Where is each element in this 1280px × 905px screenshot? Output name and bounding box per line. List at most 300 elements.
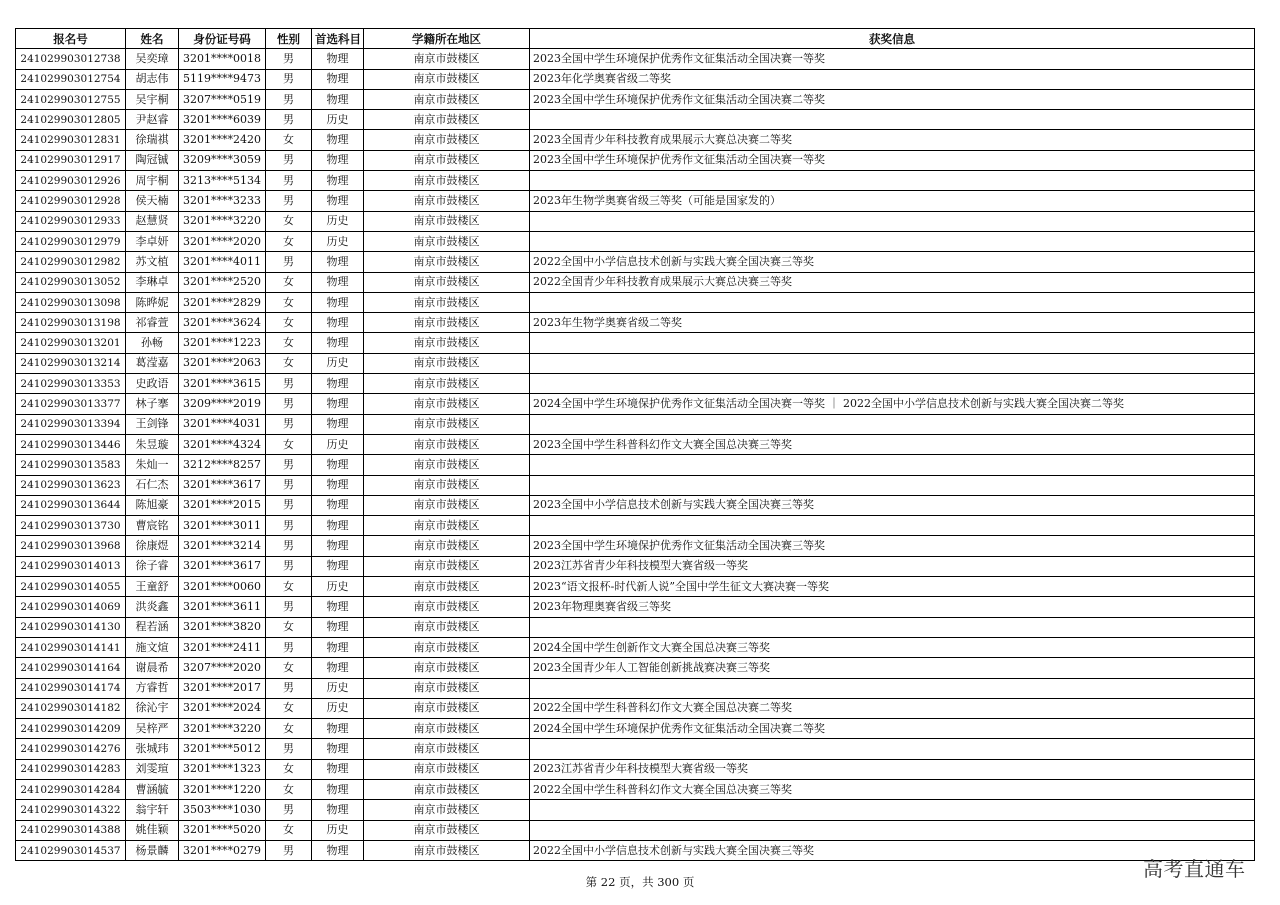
table-row	[16, 150, 1255, 170]
cell-primary-subject: 物理	[312, 191, 364, 211]
cell-id-number: 3201****4031	[179, 414, 266, 434]
cell-name: 孙畅	[126, 333, 179, 353]
cell-registration-number: 241029903012917	[16, 150, 126, 170]
watermark-text: 高考直通车	[1143, 857, 1246, 881]
cell-name: 石仁杰	[126, 475, 179, 495]
cell-award-info	[530, 211, 1255, 231]
cell-registration-number: 241029903013446	[16, 434, 126, 454]
cell-name: 徐沁宇	[126, 698, 179, 718]
cell-registration-number: 241029903012738	[16, 49, 126, 69]
cell-id-number: 3207****2020	[179, 658, 266, 678]
cell-gender: 男	[266, 475, 312, 495]
cell-primary-subject: 物理	[312, 475, 364, 495]
cell-primary-subject: 物理	[312, 414, 364, 434]
cell-gender: 女	[266, 272, 312, 292]
cell-registration-number: 241029903013623	[16, 475, 126, 495]
header-name: 姓名	[126, 29, 179, 49]
cell-school-region: 南京市鼓楼区	[364, 69, 530, 89]
cell-gender: 男	[266, 516, 312, 536]
cell-award-info	[530, 292, 1255, 312]
table-row	[16, 211, 1255, 231]
cell-registration-number: 241029903012831	[16, 130, 126, 150]
table-row	[16, 840, 1255, 860]
table-row	[16, 191, 1255, 211]
cell-name: 胡志伟	[126, 69, 179, 89]
table-row	[16, 313, 1255, 333]
cell-primary-subject: 物理	[312, 252, 364, 272]
cell-school-region: 南京市鼓楼区	[364, 171, 530, 191]
cell-gender: 女	[266, 617, 312, 637]
cell-primary-subject: 物理	[312, 759, 364, 779]
cell-name: 杨景麟	[126, 840, 179, 860]
cell-primary-subject: 物理	[312, 719, 364, 739]
cell-id-number: 3201****5012	[179, 739, 266, 759]
cell-school-region: 南京市鼓楼区	[364, 475, 530, 495]
cell-primary-subject: 物理	[312, 516, 364, 536]
table-row	[16, 637, 1255, 657]
cell-school-region: 南京市鼓楼区	[364, 840, 530, 860]
cell-registration-number: 241029903013377	[16, 394, 126, 414]
cell-primary-subject: 物理	[312, 617, 364, 637]
cell-gender: 男	[266, 89, 312, 109]
cell-award-info: 2022全国中学生科普科幻作文大赛全国总决赛二等奖	[530, 698, 1255, 718]
cell-primary-subject: 历史	[312, 110, 364, 130]
cell-school-region: 南京市鼓楼区	[364, 820, 530, 840]
cell-id-number: 3209****3059	[179, 150, 266, 170]
cell-registration-number: 241029903014209	[16, 719, 126, 739]
cell-id-number: 3201****2420	[179, 130, 266, 150]
cell-registration-number: 241029903014388	[16, 820, 126, 840]
header-registration-number: 报名号	[16, 29, 126, 49]
header-school-region: 学籍所在地区	[364, 29, 530, 49]
cell-name: 侯天楠	[126, 191, 179, 211]
cell-name: 王童舒	[126, 577, 179, 597]
cell-id-number: 3201****3011	[179, 516, 266, 536]
cell-gender: 男	[266, 49, 312, 69]
cell-award-info: 2023全国青少年人工智能创新挑战赛决赛三等奖	[530, 658, 1255, 678]
cell-school-region: 南京市鼓楼区	[364, 495, 530, 515]
cell-registration-number: 241029903013968	[16, 536, 126, 556]
cell-id-number: 3201****0018	[179, 49, 266, 69]
cell-primary-subject: 物理	[312, 292, 364, 312]
cell-registration-number: 241029903012755	[16, 89, 126, 109]
cell-award-info: 2023全国中小学信息技术创新与实践大赛全国决赛三等奖	[530, 495, 1255, 515]
table-row	[16, 495, 1255, 515]
cell-registration-number: 241029903014013	[16, 556, 126, 576]
cell-award-info: 2024全国中学生环境保护优秀作文征集活动全国决赛二等奖	[530, 719, 1255, 739]
cell-primary-subject: 历史	[312, 698, 364, 718]
cell-award-info	[530, 455, 1255, 475]
cell-id-number: 3201****2017	[179, 678, 266, 698]
cell-school-region: 南京市鼓楼区	[364, 231, 530, 251]
cell-primary-subject: 历史	[312, 231, 364, 251]
award-list-table	[15, 28, 1255, 861]
cell-id-number: 3201****3220	[179, 211, 266, 231]
cell-id-number: 3201****2063	[179, 353, 266, 373]
cell-award-info: 2023年化学奥赛省级二等奖	[530, 69, 1255, 89]
table-row	[16, 455, 1255, 475]
cell-gender: 男	[266, 252, 312, 272]
cell-award-info	[530, 739, 1255, 759]
cell-award-info: 2023年生物学奥赛省级三等奖（可能是国家发的）	[530, 191, 1255, 211]
table-row	[16, 333, 1255, 353]
cell-gender: 女	[266, 759, 312, 779]
cell-school-region: 南京市鼓楼区	[364, 678, 530, 698]
table-row	[16, 231, 1255, 251]
cell-award-info: 2023“语文报杯-时代新人说”全国中学生征文大赛决赛一等奖	[530, 577, 1255, 597]
cell-award-info	[530, 800, 1255, 820]
cell-award-info	[530, 374, 1255, 394]
cell-name: 程若涵	[126, 617, 179, 637]
cell-award-info	[530, 333, 1255, 353]
cell-gender: 女	[266, 698, 312, 718]
cell-award-info: 2023江苏省青少年科技模型大赛省级一等奖	[530, 759, 1255, 779]
cell-name: 李琳卓	[126, 272, 179, 292]
cell-primary-subject: 历史	[312, 353, 364, 373]
table-row	[16, 658, 1255, 678]
cell-school-region: 南京市鼓楼区	[364, 414, 530, 434]
cell-primary-subject: 物理	[312, 394, 364, 414]
cell-gender: 女	[266, 231, 312, 251]
cell-name: 徐子睿	[126, 556, 179, 576]
cell-registration-number: 241029903012979	[16, 231, 126, 251]
table-row	[16, 739, 1255, 759]
cell-registration-number: 241029903012933	[16, 211, 126, 231]
cell-school-region: 南京市鼓楼区	[364, 556, 530, 576]
cell-school-region: 南京市鼓楼区	[364, 252, 530, 272]
cell-id-number: 3201****3233	[179, 191, 266, 211]
cell-school-region: 南京市鼓楼区	[364, 739, 530, 759]
table-row	[16, 374, 1255, 394]
cell-award-info	[530, 678, 1255, 698]
cell-award-info	[530, 820, 1255, 840]
cell-primary-subject: 物理	[312, 49, 364, 69]
cell-name: 吴宇桐	[126, 89, 179, 109]
cell-name: 施文煊	[126, 637, 179, 657]
cell-gender: 男	[266, 678, 312, 698]
cell-gender: 男	[266, 495, 312, 515]
cell-gender: 男	[266, 536, 312, 556]
cell-name: 朱灿一	[126, 455, 179, 475]
cell-id-number: 3201****2411	[179, 637, 266, 657]
cell-school-region: 南京市鼓楼区	[364, 130, 530, 150]
cell-name: 史政语	[126, 374, 179, 394]
cell-school-region: 南京市鼓楼区	[364, 49, 530, 69]
cell-registration-number: 241029903013198	[16, 313, 126, 333]
cell-school-region: 南京市鼓楼区	[364, 759, 530, 779]
cell-gender: 男	[266, 637, 312, 657]
cell-registration-number: 241029903014174	[16, 678, 126, 698]
cell-registration-number: 241029903013730	[16, 516, 126, 536]
cell-name: 陈晔妮	[126, 292, 179, 312]
cell-id-number: 3201****0279	[179, 840, 266, 860]
cell-school-region: 南京市鼓楼区	[364, 292, 530, 312]
cell-primary-subject: 物理	[312, 130, 364, 150]
cell-registration-number: 241029903012928	[16, 191, 126, 211]
cell-id-number: 3201****6039	[179, 110, 266, 130]
table-row	[16, 69, 1255, 89]
cell-primary-subject: 物理	[312, 637, 364, 657]
cell-registration-number: 241029903014141	[16, 637, 126, 657]
cell-award-info: 2023全国中学生环境保护优秀作文征集活动全国决赛一等奖	[530, 49, 1255, 69]
cell-school-region: 南京市鼓楼区	[364, 394, 530, 414]
cell-name: 曹涵毓	[126, 779, 179, 799]
cell-primary-subject: 物理	[312, 455, 364, 475]
cell-registration-number: 241029903013644	[16, 495, 126, 515]
table-row	[16, 800, 1255, 820]
cell-name: 赵慧贤	[126, 211, 179, 231]
cell-award-info	[530, 516, 1255, 536]
cell-name: 王剑锋	[126, 414, 179, 434]
cell-registration-number: 241029903014182	[16, 698, 126, 718]
cell-id-number: 3201****2015	[179, 495, 266, 515]
cell-name: 葛滢嘉	[126, 353, 179, 373]
cell-registration-number: 241029903014537	[16, 840, 126, 860]
cell-registration-number: 241029903013201	[16, 333, 126, 353]
cell-gender: 男	[266, 69, 312, 89]
cell-gender: 男	[266, 739, 312, 759]
cell-gender: 男	[266, 374, 312, 394]
cell-name: 翁宇轩	[126, 800, 179, 820]
cell-name: 祁睿萱	[126, 313, 179, 333]
table-row	[16, 820, 1255, 840]
cell-award-info	[530, 110, 1255, 130]
cell-gender: 女	[266, 658, 312, 678]
cell-award-info	[530, 353, 1255, 373]
page-footer: 第 22 页，共 300 页	[585, 875, 695, 889]
cell-name: 苏文植	[126, 252, 179, 272]
cell-award-info	[530, 171, 1255, 191]
table-row	[16, 759, 1255, 779]
table-row	[16, 719, 1255, 739]
cell-name: 朱昱璇	[126, 434, 179, 454]
cell-registration-number: 241029903014322	[16, 800, 126, 820]
cell-registration-number: 241029903012926	[16, 171, 126, 191]
cell-gender: 女	[266, 130, 312, 150]
cell-school-region: 南京市鼓楼区	[364, 434, 530, 454]
cell-id-number: 3201****2020	[179, 231, 266, 251]
table-body	[16, 49, 1255, 861]
cell-registration-number: 241029903012754	[16, 69, 126, 89]
table-row	[16, 353, 1255, 373]
cell-award-info	[530, 475, 1255, 495]
cell-award-info	[530, 414, 1255, 434]
cell-gender: 女	[266, 719, 312, 739]
cell-registration-number: 241029903013214	[16, 353, 126, 373]
cell-award-info: 2023全国中学生环境保护优秀作文征集活动全国决赛三等奖	[530, 536, 1255, 556]
cell-registration-number: 241029903013052	[16, 272, 126, 292]
table-row	[16, 698, 1255, 718]
cell-name: 周宇桐	[126, 171, 179, 191]
cell-id-number: 3212****8257	[179, 455, 266, 475]
cell-school-region: 南京市鼓楼区	[364, 658, 530, 678]
cell-award-info: 2022全国青少年科技教育成果展示大赛总决赛三等奖	[530, 272, 1255, 292]
header-primary-subject: 首选科目	[312, 29, 364, 49]
cell-primary-subject: 物理	[312, 597, 364, 617]
cell-gender: 男	[266, 171, 312, 191]
cell-school-region: 南京市鼓楼区	[364, 353, 530, 373]
table-row	[16, 475, 1255, 495]
cell-gender: 女	[266, 211, 312, 231]
cell-school-region: 南京市鼓楼区	[364, 272, 530, 292]
cell-name: 张城玮	[126, 739, 179, 759]
cell-school-region: 南京市鼓楼区	[364, 779, 530, 799]
cell-id-number: 3201****1223	[179, 333, 266, 353]
cell-award-info: 2022全国中小学信息技术创新与实践大赛全国决赛三等奖	[530, 252, 1255, 272]
cell-id-number: 3207****0519	[179, 89, 266, 109]
cell-primary-subject: 物理	[312, 89, 364, 109]
cell-school-region: 南京市鼓楼区	[364, 150, 530, 170]
table-row	[16, 516, 1255, 536]
header-row	[16, 29, 1255, 49]
cell-primary-subject: 物理	[312, 313, 364, 333]
cell-gender: 女	[266, 820, 312, 840]
cell-gender: 男	[266, 110, 312, 130]
cell-school-region: 南京市鼓楼区	[364, 374, 530, 394]
cell-award-info: 2023全国中学生科普科幻作文大赛全国总决赛三等奖	[530, 434, 1255, 454]
cell-id-number: 3201****3624	[179, 313, 266, 333]
cell-registration-number: 241029903012805	[16, 110, 126, 130]
cell-school-region: 南京市鼓楼区	[364, 800, 530, 820]
cell-id-number: 3201****1220	[179, 779, 266, 799]
cell-id-number: 3201****2024	[179, 698, 266, 718]
cell-school-region: 南京市鼓楼区	[364, 617, 530, 637]
cell-award-info	[530, 231, 1255, 251]
cell-name: 李卓妍	[126, 231, 179, 251]
cell-primary-subject: 历史	[312, 577, 364, 597]
cell-primary-subject: 物理	[312, 150, 364, 170]
cell-school-region: 南京市鼓楼区	[364, 637, 530, 657]
table-row	[16, 110, 1255, 130]
table-row	[16, 414, 1255, 434]
cell-primary-subject: 物理	[312, 800, 364, 820]
cell-primary-subject: 物理	[312, 333, 364, 353]
cell-primary-subject: 物理	[312, 495, 364, 515]
cell-gender: 女	[266, 313, 312, 333]
cell-gender: 女	[266, 577, 312, 597]
cell-registration-number: 241029903014055	[16, 577, 126, 597]
cell-school-region: 南京市鼓楼区	[364, 191, 530, 211]
cell-primary-subject: 物理	[312, 536, 364, 556]
cell-school-region: 南京市鼓楼区	[364, 110, 530, 130]
table-row	[16, 252, 1255, 272]
cell-gender: 男	[266, 394, 312, 414]
cell-name: 徐康煜	[126, 536, 179, 556]
cell-registration-number: 241029903014284	[16, 779, 126, 799]
cell-name: 吴奕璋	[126, 49, 179, 69]
cell-name: 谢晨希	[126, 658, 179, 678]
cell-primary-subject: 物理	[312, 69, 364, 89]
cell-primary-subject: 物理	[312, 272, 364, 292]
cell-id-number: 3201****3214	[179, 536, 266, 556]
table-row	[16, 171, 1255, 191]
cell-award-info: 2022全国中学生科普科幻作文大赛全国总决赛三等奖	[530, 779, 1255, 799]
cell-name: 刘雯瑄	[126, 759, 179, 779]
table-row	[16, 89, 1255, 109]
table-row	[16, 597, 1255, 617]
cell-registration-number: 241029903014283	[16, 759, 126, 779]
cell-gender: 男	[266, 800, 312, 820]
cell-name: 方睿哲	[126, 678, 179, 698]
header-id-number: 身份证号码	[179, 29, 266, 49]
cell-primary-subject: 历史	[312, 434, 364, 454]
cell-award-info: 2023全国中学生环境保护优秀作文征集活动全国决赛一等奖	[530, 150, 1255, 170]
cell-award-info	[530, 617, 1255, 637]
cell-id-number: 3201****5020	[179, 820, 266, 840]
cell-gender: 女	[266, 434, 312, 454]
cell-primary-subject: 物理	[312, 658, 364, 678]
cell-registration-number: 241029903013098	[16, 292, 126, 312]
cell-gender: 男	[266, 150, 312, 170]
cell-primary-subject: 历史	[312, 211, 364, 231]
cell-school-region: 南京市鼓楼区	[364, 313, 530, 333]
cell-id-number: 3201****4011	[179, 252, 266, 272]
cell-gender: 女	[266, 779, 312, 799]
table-row	[16, 779, 1255, 799]
cell-school-region: 南京市鼓楼区	[364, 577, 530, 597]
cell-name: 吴梓严	[126, 719, 179, 739]
cell-id-number: 3201****3617	[179, 475, 266, 495]
cell-gender: 男	[266, 191, 312, 211]
table-row	[16, 678, 1255, 698]
cell-gender: 女	[266, 353, 312, 373]
table-row	[16, 434, 1255, 454]
cell-id-number: 5119****9473	[179, 69, 266, 89]
cell-primary-subject: 物理	[312, 739, 364, 759]
table-row	[16, 292, 1255, 312]
cell-registration-number: 241029903013353	[16, 374, 126, 394]
cell-name: 洪炎鑫	[126, 597, 179, 617]
cell-name: 徐瑞祺	[126, 130, 179, 150]
cell-id-number: 3201****2829	[179, 292, 266, 312]
table-row	[16, 617, 1255, 637]
table-row	[16, 49, 1255, 69]
cell-school-region: 南京市鼓楼区	[364, 719, 530, 739]
cell-primary-subject: 物理	[312, 556, 364, 576]
cell-school-region: 南京市鼓楼区	[364, 333, 530, 353]
cell-registration-number: 241029903014130	[16, 617, 126, 637]
cell-id-number: 3213****5134	[179, 171, 266, 191]
cell-award-info: 2024全国中学生环境保护优秀作文征集活动全国决赛一等奖 ｜ 2022全国中小学信息技术创新与实践大赛全国决赛二等奖	[530, 394, 1255, 414]
cell-gender: 男	[266, 556, 312, 576]
cell-school-region: 南京市鼓楼区	[364, 211, 530, 231]
cell-school-region: 南京市鼓楼区	[364, 89, 530, 109]
cell-primary-subject: 物理	[312, 779, 364, 799]
table-row	[16, 272, 1255, 292]
table-row	[16, 577, 1255, 597]
cell-registration-number: 241029903012982	[16, 252, 126, 272]
table-row	[16, 536, 1255, 556]
cell-school-region: 南京市鼓楼区	[364, 455, 530, 475]
table-row	[16, 130, 1255, 150]
cell-name: 姚佳颖	[126, 820, 179, 840]
cell-primary-subject: 历史	[312, 820, 364, 840]
cell-name: 尹赵睿	[126, 110, 179, 130]
cell-id-number: 3201****3611	[179, 597, 266, 617]
cell-id-number: 3201****1323	[179, 759, 266, 779]
cell-school-region: 南京市鼓楼区	[364, 516, 530, 536]
cell-gender: 男	[266, 597, 312, 617]
cell-registration-number: 241029903013583	[16, 455, 126, 475]
cell-primary-subject: 物理	[312, 171, 364, 191]
header-award-info: 获奖信息	[530, 29, 1255, 49]
cell-name: 曹宸铭	[126, 516, 179, 536]
cell-registration-number: 241029903013394	[16, 414, 126, 434]
cell-registration-number: 241029903014164	[16, 658, 126, 678]
cell-award-info: 2023全国青少年科技教育成果展示大赛总决赛二等奖	[530, 130, 1255, 150]
cell-id-number: 3201****3617	[179, 556, 266, 576]
header-gender: 性别	[266, 29, 312, 49]
